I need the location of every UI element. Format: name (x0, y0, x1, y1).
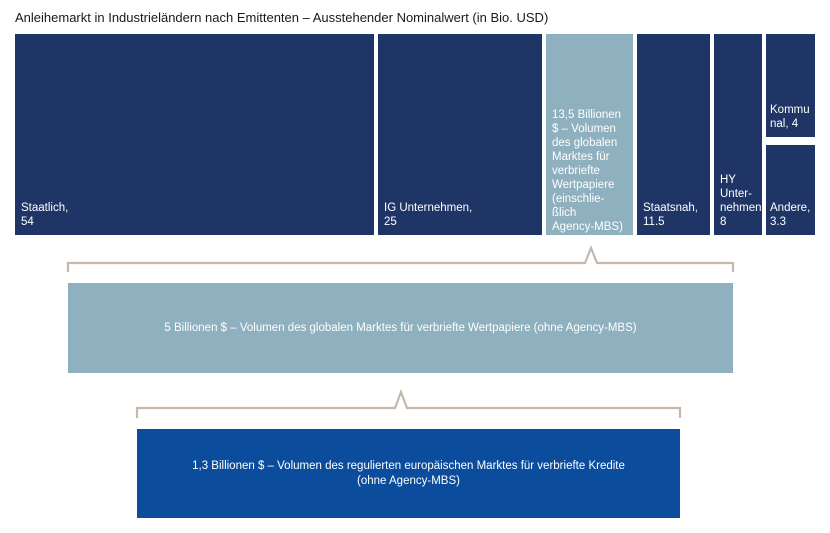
european-securitization-line1: 1,3 Billionen $ – Volumen des regulierten europäischen Marktes für verbriefte Kredite (192, 459, 625, 472)
brace-lower (137, 392, 680, 418)
tile-label: 13,5 Billionen $ – Volumen des globalen Marktes für verbriefte Wertpapiere (einschlie- ßlich Agency-MBS) (552, 109, 623, 233)
european-securitization-line2: (ohne Agency-MBS) (357, 474, 460, 487)
tile-label: Andere, 3.3 (770, 202, 811, 228)
brace-upper (68, 248, 733, 272)
tile-label: IG Unternehmen, 25 (384, 202, 473, 228)
global-securitization-box (68, 283, 733, 373)
tile-label: Kommu nal, 4 (770, 104, 810, 130)
tile-label: Staatlich, 54 (21, 202, 69, 228)
global-securitization-text: 5 Billionen $ – Volumen des globalen Marktes für verbriefte Wertpapiere (ohne Agency-MBS) (164, 321, 637, 334)
european-securitization-box (137, 429, 680, 518)
tile-label: Staatsnah, 11.5 (643, 202, 698, 228)
chart-title: Anleihemarkt in Industrieländern nach Emittenten – Ausstehender Nominalwert (in Bio. USD) (15, 10, 549, 25)
tile-label: HY Unter- nehmen, 8 (720, 174, 765, 228)
